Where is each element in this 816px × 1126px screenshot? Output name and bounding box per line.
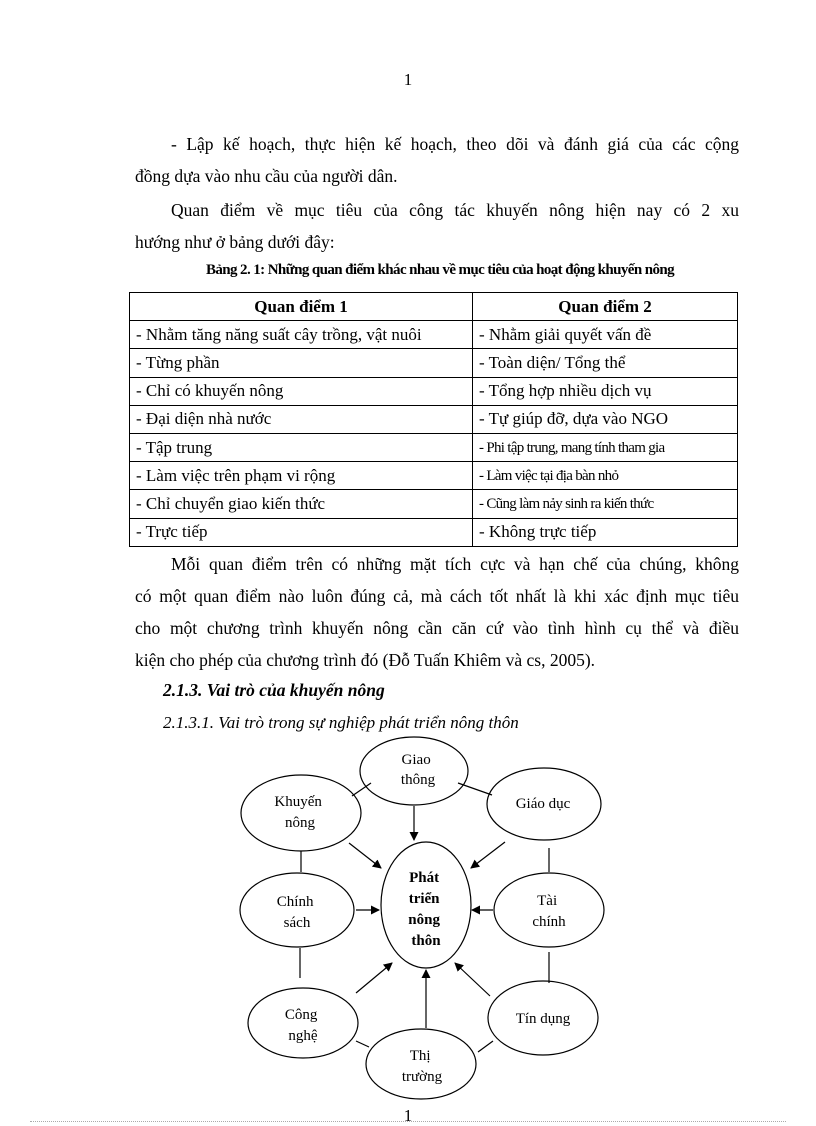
table-cell: - Tự giúp đỡ, dựa vào NGO [473,405,738,433]
section-subheading: 2.1.3.1. Vai trò trong sự nghiệp phát triển nông thôn [163,713,519,732]
arrow [349,843,381,868]
tai-chinh-node-ellipse [494,873,604,947]
thi-truong-node-ellipse [366,1029,476,1099]
table-cell: - Nhằm giải quyết vấn đề [473,321,738,349]
paragraph-3-line-1: Mỗi quan điểm trên có những mặt tích cực và hạn chế của chúng, không [171,554,739,574]
paragraph-2-line-1: Quan điểm về mục tiêu của công tác khuyến nông hiện nay có 2 xu [171,200,739,220]
giao-thong-node-label: Giao thông [400,752,436,788]
table-cell: - Đại diện nhà nước [130,405,473,433]
chinh-sach-node-label: Chính sách [276,894,314,931]
page-number-top: 1 [403,70,413,89]
connector-line [478,1041,493,1052]
thi-truong-node-label: Thị trường [401,1048,443,1085]
arrow [455,963,490,996]
table-cell: - Chỉ chuyển giao kiến thức [130,490,473,518]
connector-line [356,1041,369,1047]
cong-nghe-node-label: Công nghệ [284,1007,318,1044]
paragraph-2-line-2: hướng như ở bảng dưới đây: [135,232,335,252]
center-node-label: Phát triển nông thôn [408,870,441,949]
table-cell: - Từng phần [130,349,473,377]
table-cell: - Làm việc trên phạm vi rộng [130,462,473,490]
table-cell: - Làm việc tại địa bàn nhỏ [473,462,738,490]
table-cell: - Không trực tiếp [473,518,738,546]
table-caption: Bảng 2. 1: Những quan điểm khác nhau về mục tiêu của hoạt động khuyến nông [205,262,675,278]
tin-dung-node-label: Tín dụng [515,1011,571,1027]
table-header-view-1: Quan điểm 1 [130,293,473,321]
paragraph-3-line-3: cho một chương trình khuyến nông cần căn cứ vào tình hình cụ thể và điều [135,618,739,638]
chinh-sach-node-ellipse [240,873,354,947]
giao-thong-node-ellipse [360,737,468,805]
paragraph-1-line-2: đồng dựa vào nhu cầu của người dân. [135,166,398,186]
footer-divider [30,1121,786,1122]
paragraph-3-line-4: kiện cho phép của chương trình đó (Đỗ Tuấn Khiêm và cs, 2005). [135,650,596,670]
table-header-view-2: Quan điểm 2 [473,293,738,321]
table-cell: - Phi tập trung, mang tính tham gia [473,433,738,461]
connector-line [458,783,492,795]
table-cell: - Trực tiếp [130,518,473,546]
table-cell: - Toàn diện/ Tổng thể [473,349,738,377]
khuyen-nong-node-ellipse [241,775,361,851]
table-cell: - Nhằm tăng năng suất cây trồng, vật nuôi [130,321,473,349]
giao-duc-node-label: Giáo dục [515,796,571,812]
tai-chinh-node-label: Tài chính [532,893,566,930]
table-cell: - Cũng làm nảy sinh ra kiến thức [473,490,738,518]
khuyen-nong-node-label: Khuyến nông [274,794,322,831]
section-heading: 2.1.3. Vai trò của khuyến nông [163,680,385,700]
paragraph-1-line-1: - Lập kế hoạch, thực hiện kế hoạch, theo dõi và đánh giá của các cộng [171,134,739,154]
paragraph-3-line-2: có một quan điểm nào luôn đúng cả, mà cách tốt nhất là khi xác định mục tiêu [135,586,739,606]
page-number-bottom: 1 [403,1106,413,1125]
table-cell: - Tổng hợp nhiều dịch vụ [473,377,738,405]
table-cell: - Chỉ có khuyến nông [130,377,473,405]
table-cell: - Tập trung [130,433,473,461]
arrow [471,842,505,868]
arrow [356,963,392,993]
cong-nghe-node-ellipse [248,988,358,1058]
